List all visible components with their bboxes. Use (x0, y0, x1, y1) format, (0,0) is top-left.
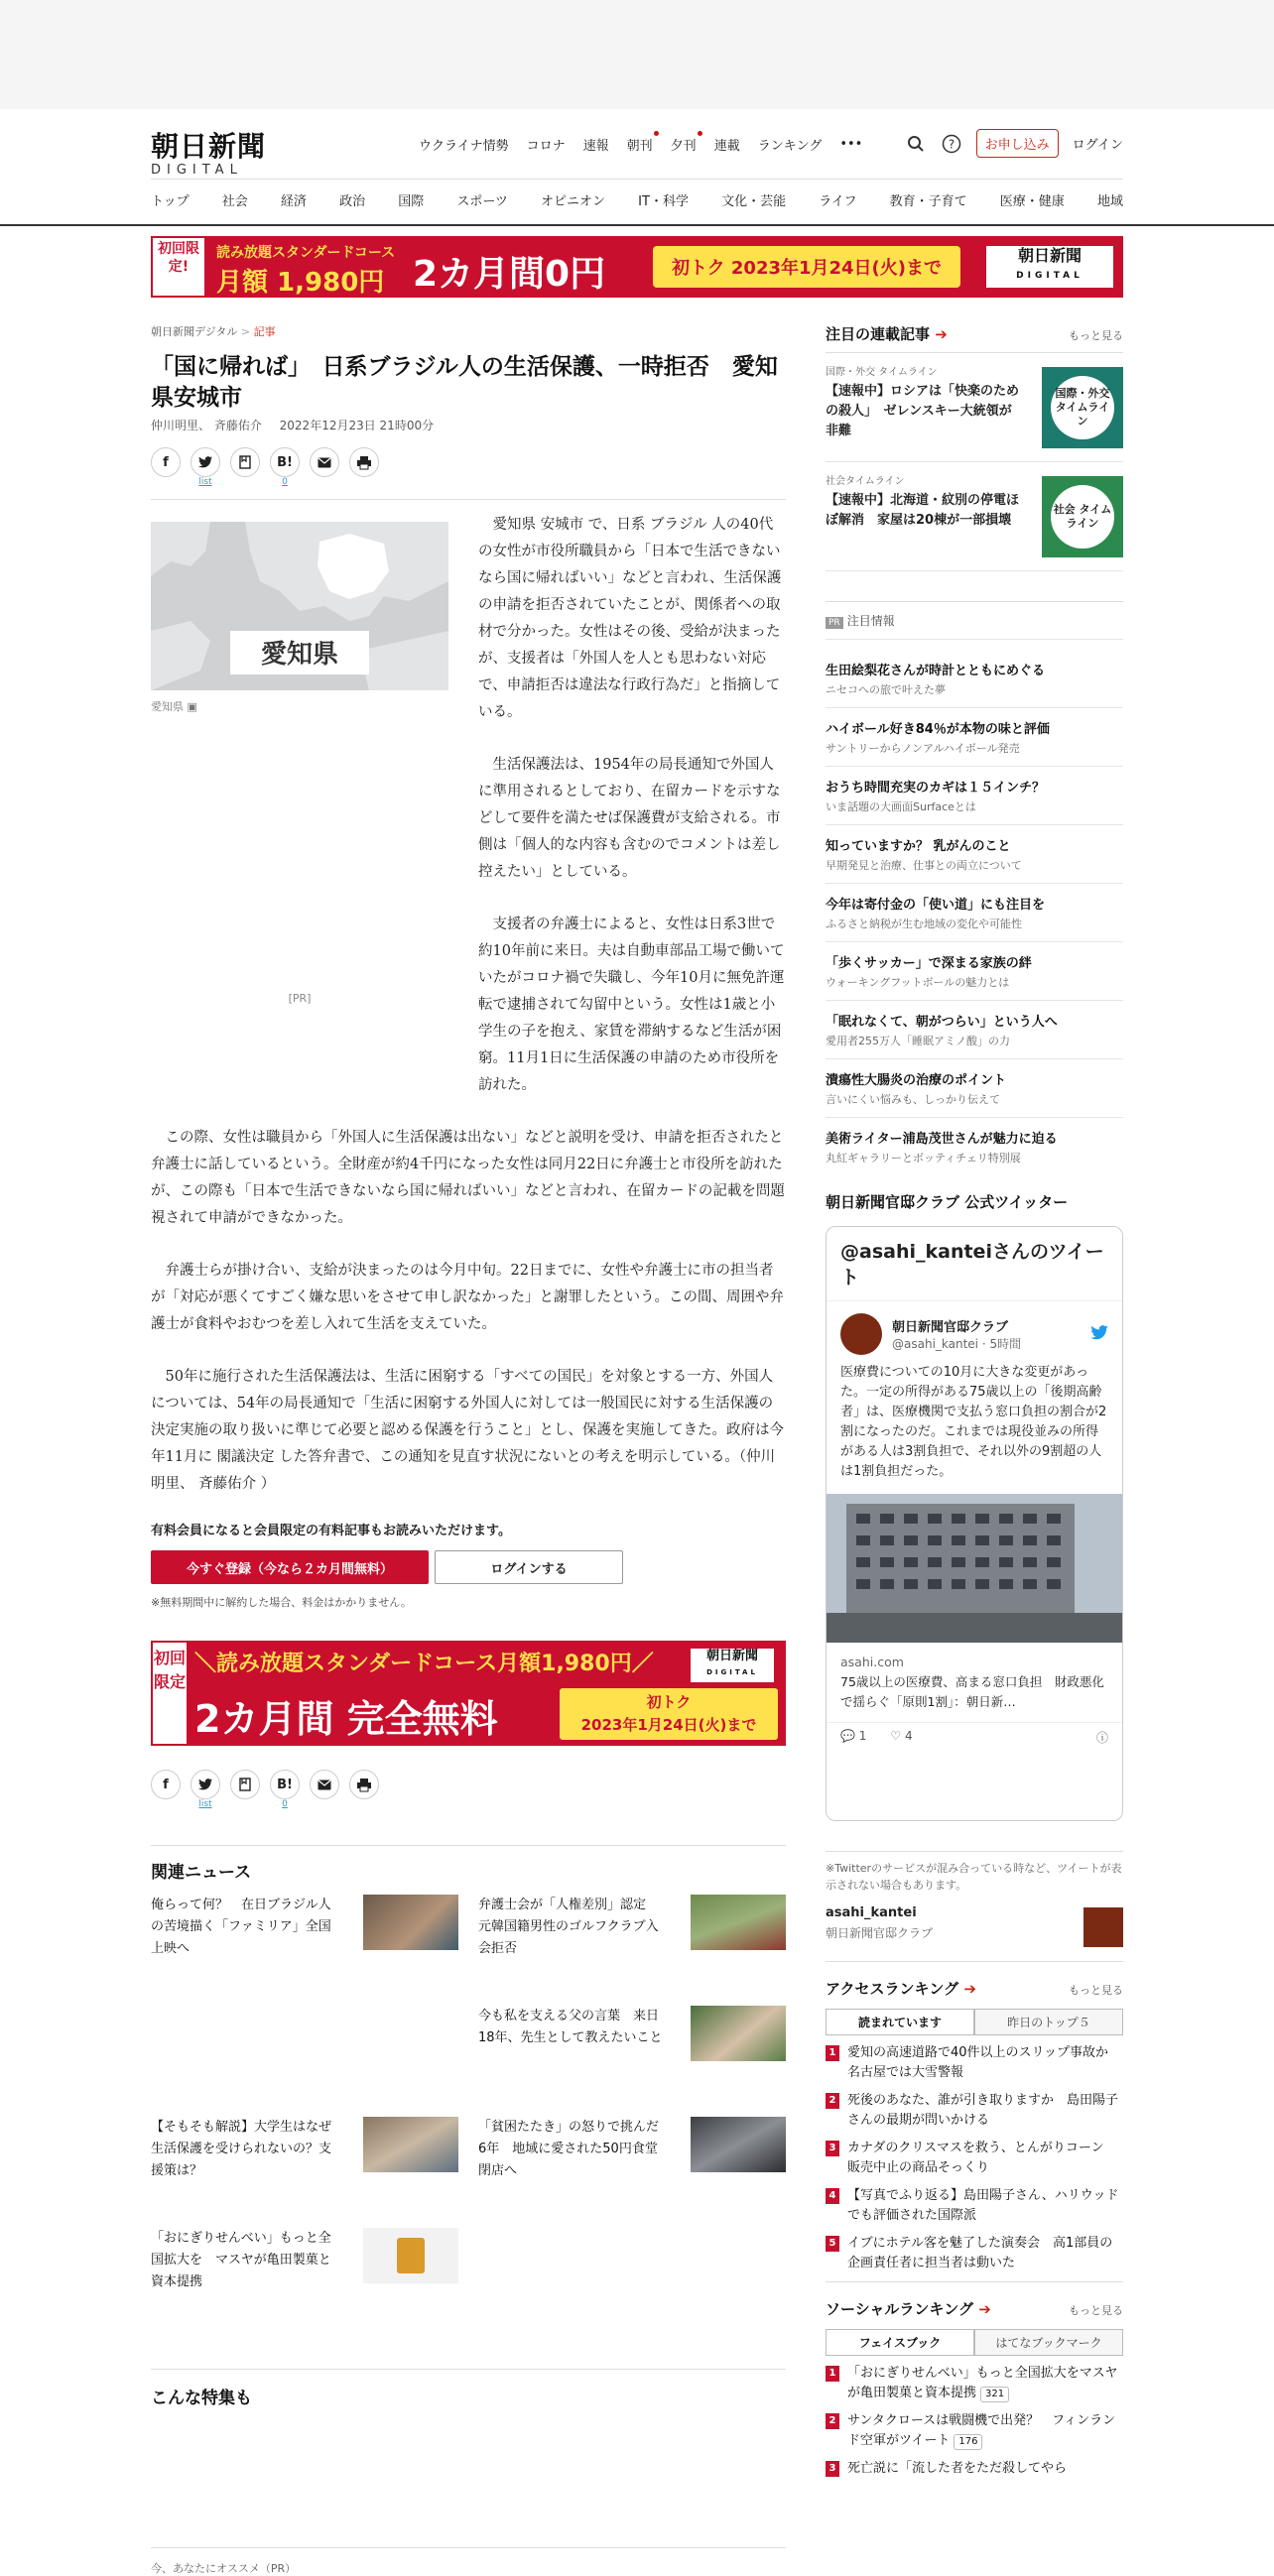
top-ad-space (0, 0, 1274, 109)
paragraph-6: 50年に施行された生活保護法は、生活に困窮する「すべての国民」を対象とする一方、外国人については、54年の局長通知で「生活に困窮する外国人に対しては一般国民に対する生活保護の決定実施の取り扱いに準じて必要と認める保護を行うこと」とし、保護を実施してきた。政府は今年11月に 閣議決定 した答弁書で、この通知を見直す状況にないとの考えを明示している。（仲川明里、 斉藤佑介 ） (151, 1369, 784, 1492)
cat-top[interactable]: トップ (151, 194, 190, 209)
search-icon[interactable] (905, 133, 927, 155)
tweet-link-card[interactable] (827, 1643, 1122, 1722)
account-name: 朝日新聞官邸クラブ (826, 1926, 934, 1940)
access-ranking-header: アクセスランキング ➔ もっと見る (826, 1980, 1123, 1998)
hatena-icon[interactable]: B! (270, 1770, 300, 1799)
register-button[interactable]: 今すぐ登録（今なら２カ月間無料） (151, 1550, 429, 1584)
pr-label: [PR] (288, 992, 312, 1005)
banner2-deal: 初トク 2023年1月24日(火)まで (560, 1688, 778, 1740)
twitter-count[interactable]: list (198, 1799, 212, 1809)
serial-item[interactable]: 国際・外交 タイムライン 【速報中】ロシアは「快楽のための殺人」 ゼレンスキー大統領が非難 国際・外交 タイムライン (826, 353, 1123, 462)
avatar[interactable] (840, 1313, 882, 1355)
serials-title: 注目の連載記事 (826, 325, 931, 343)
access-ranking-list (826, 2043, 1123, 2273)
cat-society[interactable]: 社会 (221, 194, 248, 209)
banner-deal: 初トク 2023年1月24日(火)まで (653, 246, 960, 288)
breadcrumb-home[interactable]: 朝日新聞デジタル (151, 325, 238, 338)
banner2-tag: 初回限定 (153, 1643, 187, 1744)
ranking-item[interactable]: 1 愛知の高速道路で40件以上のスリップ事故か 名古屋では大雪警報 (826, 2043, 1123, 2083)
tab-yesterday-top5[interactable]: 昨日のトップ５ (974, 2009, 1123, 2034)
related-item[interactable]: 「貧困たたき」の怒りで挑んだ6年 地域に愛された50円食堂閉店へ (478, 2117, 786, 2186)
site-logo[interactable] (151, 125, 290, 178)
twitter-icon[interactable] (191, 447, 220, 477)
twitter-note: ※Twitterのサービスが混み合っている時など、ツイートが表示されない場合もあります。 (826, 1862, 1122, 1892)
map-label: 愛知県 (260, 640, 339, 670)
nav-corona[interactable]: コロナ (526, 139, 566, 154)
logo-text: 朝日新聞 (151, 130, 267, 163)
pr-list (826, 650, 1123, 1175)
hatena-icon[interactable]: B! (270, 447, 300, 477)
pr-title: 注目情報 (846, 614, 895, 628)
banner-offer: 2カ月間0円 (413, 254, 606, 295)
related-item[interactable]: 「おにぎりせんべい」もっと全国拡大を マスヤが亀田製菓と資本提携 (151, 2228, 458, 2297)
paywall-note: ※無料期間中に解約した場合、料金はかかりません。 (151, 1596, 412, 1609)
related-item[interactable]: 【そもそも解説】大学生はなぜ生活保護を受けられないの？支援策は？ (151, 2117, 458, 2186)
more-menu-button[interactable]: ••• (839, 137, 863, 152)
like-icon[interactable]: ♡ 4 (890, 1729, 913, 1743)
paragraph-5: 弁護士らが掛け合い、支給が決まったのは今月中旬。22日までに、女性や弁護士に市の担当者が「対応が悪くてすごく嫌な思いをさせて申し訳なかった」と謝罪したという。この間、周囲や弁護士が食料やおむつを差し入れて生活を支えていた。 (151, 1263, 784, 1332)
nav-morning[interactable]: 朝刊 (627, 135, 653, 154)
related-item[interactable]: 弁護士会が「人権差別」認定 元韓国籍男性のゴルフクラブ入会拒否 (478, 1895, 786, 1964)
arrow-right-icon: ➔ (963, 1980, 976, 1998)
map-image[interactable] (151, 522, 448, 690)
social-ranking-list (826, 2364, 1123, 2479)
nav-ukraine[interactable]: ウクライナ情勢 (419, 139, 509, 154)
tab-facebook[interactable]: フェイスブック (826, 2329, 974, 2355)
article-title: 「国に帰れば」 日系ブラジル人の生活保護、一時拒否 愛知県安城市 (151, 353, 778, 411)
breadcrumb-current[interactable]: 記事 (253, 325, 276, 338)
cat-international[interactable]: 国際 (398, 194, 425, 209)
facebook-icon[interactable]: f (151, 1770, 181, 1799)
ranking-item[interactable]: 4 【写真でふり返る】島田陽子さん、ハリウッドでも評価された国際派 (826, 2186, 1123, 2226)
arrow-right-icon: ➔ (978, 2300, 991, 2318)
cat-economy[interactable]: 経済 (280, 194, 307, 209)
cat-opinion[interactable]: オピニオン (541, 194, 606, 209)
tab-hatena[interactable]: はてなブックマーク (974, 2329, 1123, 2355)
pr-item[interactable]: 生田絵梨花さんが時計とともにめぐる ニセコへの旅で叶えた夢 (826, 650, 1123, 708)
share-bar-bottom (151, 1770, 379, 1809)
paywall-title: 有料会員になると会員限定の有料記事もお読みいただけます。 (151, 1524, 511, 1538)
paragraph-3: 支援者の弁護士によると、女性は日系3世で約10年前に来日。夫は自動車部品工場で働いていたがコロナ禍で失職し、今年10月に無免許運転で逮捕されて勾留中という。女性は1歳と小学生の子を抱え、家賃を滞納するなど生活が困窮。11月1日に生活保護の申請のため市役所を訪れた。 (478, 917, 785, 1093)
banner-tag: 初回限定! (153, 238, 204, 296)
paragraph-2: 生活保護法は、1954年の局長通知で外国人に準用されるとしており、在留カードを示すなどして要件を満たせば保護費が支給される。市側は「個人的な内容も含むのでコメントは差し控えたい」としている。 (478, 757, 781, 880)
serials-header (826, 323, 1123, 344)
banner2-logo: 朝日新聞 DIGITAL (691, 1649, 774, 1682)
banner-course: 読み放題スタンダードコース (216, 245, 396, 261)
cat-culture[interactable]: 文化・芸能 (721, 194, 787, 209)
print-icon[interactable] (349, 447, 379, 477)
serial-item[interactable]: 社会タイムライン 【速報中】北海道・紋別の停電ほぼ解消 家屋は20棟が一部損壊 社会 タイムライン (826, 462, 1123, 571)
related-thumb (363, 2117, 458, 2172)
mail-icon[interactable] (310, 1770, 339, 1799)
ranking-item[interactable]: 3 死亡説に「流した者をただ殺してやら (826, 2459, 1123, 2479)
figure-caption: 愛知県 ▣ (151, 700, 197, 713)
breadcrumb: 朝日新聞デジタル > 記事 (151, 325, 276, 338)
header-rule (0, 224, 1274, 226)
article-meta (151, 417, 786, 433)
nav-ranking[interactable]: ランキング (757, 139, 823, 154)
subscription-banner-bottom[interactable] (151, 1641, 786, 1746)
pr-item[interactable]: 「歩くサッカー」で深まる家族の絆 ウォーキングフットボールの魅力とは (826, 942, 1123, 1001)
share-bar-top (151, 447, 786, 487)
serial-thumb: 国際・外交 タイムライン (1042, 367, 1123, 448)
cat-health[interactable]: 医療・健康 (999, 194, 1065, 209)
cat-it-science[interactable]: IT・科学 (638, 194, 689, 209)
ranking-item[interactable]: 2 サンタクロースは戦闘機で出発？ フィンランド空軍がツイート 176 (826, 2411, 1123, 2451)
access-more-link[interactable]: もっと見る (1069, 1984, 1123, 1997)
tweet-handle[interactable]: @asahi_kantei · 5時間 (892, 1337, 1022, 1351)
sidebar (826, 323, 1123, 2487)
related-thumb (691, 1895, 786, 1950)
paragraph-4: この際、女性は職員から「外国人に生活保護は出ない」などと説明を受け、申請を拒否されたと弁護士に話しているという。全財産が約4千円になった女性は同月22日に弁護士と市役所を訪れたが、この際も「日本で生活できないなら国に帰ればいい」などと言われ、在留カードの記載を問題視されて申請ができなかった。 (151, 1130, 785, 1226)
tweet-image[interactable] (827, 1494, 1122, 1643)
hatena-count[interactable]: 0 (282, 1799, 288, 1809)
related-thumb (691, 2117, 786, 2172)
paragraph-1: 愛知県 安城市 で、日系 ブラジル 人の40代の女性が市役所職員から「日本で生活できないなら国に帰ればいい」などと言われ、生活保護 の申請を拒否されていたことが、関係者への取材で分かった。女性はその後、受給が決まったが、支援者は「外国人を人とも思わない対応で、申請拒否は違法な行政行為だ」と指摘している。 (478, 517, 782, 720)
twitter-count[interactable]: list (198, 477, 212, 487)
related-thumb (363, 2228, 458, 2283)
related-news-list (151, 1895, 786, 2351)
pr-item[interactable]: 知っていますか？ 乳がんのこと 早期発見と治療、仕事との両立について (826, 825, 1123, 884)
tweet-link-title: 75歳以上の医療費、高まる窓口負担 財政悪化で揺らぐ「原則1割」：朝日新… (840, 1674, 1104, 1709)
subscription-banner-top[interactable] (151, 236, 1123, 298)
twitter-embed[interactable] (826, 1226, 1123, 1821)
twitter-icon[interactable] (191, 1770, 220, 1799)
category-nav (151, 190, 1123, 209)
pr-item[interactable]: 潰瘍性大腸炎の治療のポイント 言いにくい悩みも、しっかり伝えて (826, 1059, 1123, 1118)
cat-politics[interactable]: 政治 (339, 194, 366, 209)
cat-sports[interactable]: スポーツ (456, 194, 508, 209)
account-handle[interactable]: asahi_kantei (826, 1905, 917, 1920)
paywall-login-button[interactable]: ログインする (435, 1550, 623, 1584)
banner2-line1: ＼読み放題スタンダードコース月額1,980円／ (194, 1652, 654, 1676)
facebook-icon[interactable]: f (151, 447, 181, 477)
twitter-header: 朝日新聞官邸クラブ 公式ツイッター (826, 1193, 1069, 1211)
serial-thumb: 社会 タイムライン (1042, 476, 1123, 557)
ranking-item[interactable]: 5 イブにホテル客を魅了した演奏会 高1部員の企画責任者に担当者は動いた (826, 2234, 1123, 2273)
cat-region[interactable]: 地域 (1096, 194, 1123, 209)
twitter-account[interactable] (826, 1905, 1123, 1957)
twitter-bird-icon[interactable] (1090, 1325, 1108, 1344)
banner-logo: 朝日新聞 DIGITAL (986, 246, 1113, 288)
pr-item[interactable]: ハイボール好き84％が本物の味と評価 サントリーからノンアルハイボール発売 (826, 708, 1123, 767)
nav-evening[interactable]: 夕刊 (671, 135, 697, 154)
banner2-line2: 2カ月間 完全無料 (194, 1697, 498, 1741)
tab-most-read[interactable]: 読まれています (826, 2009, 974, 2034)
reply-icon[interactable]: 💬 1 (840, 1729, 867, 1743)
ranking-item[interactable]: 2 死後のあなた、誰が引き取りますか 島田陽子さんの最期が問いかける (826, 2091, 1123, 2131)
article-main (151, 323, 786, 2575)
nav-breaking[interactable]: 速報 (582, 139, 609, 154)
top-nav (419, 135, 880, 154)
cat-life[interactable]: ライフ (819, 194, 857, 209)
site-header (151, 109, 1123, 226)
related-thumb (363, 1895, 458, 1950)
serials-more-link[interactable]: もっと見る (1069, 329, 1123, 342)
svg-text:?: ? (948, 137, 955, 151)
pr-badge: PR (826, 617, 843, 629)
bookmark-icon[interactable] (230, 1770, 260, 1799)
help-icon[interactable] (941, 133, 962, 155)
image-icon: ▣ (187, 700, 197, 713)
tweet-actions (827, 1722, 1122, 1752)
recommend-label: 今、あなたにオススメ（PR） (151, 2562, 297, 2575)
info-icon[interactable]: ⓘ (1095, 1731, 1108, 1745)
avatar[interactable] (1083, 1907, 1123, 1947)
pr-item[interactable]: 「眠れなくて、朝がつらい」という人へ 愛用者255万人「睡眠アミノ酸」の力 (826, 1001, 1123, 1059)
pr-item[interactable]: 美術ライター浦島茂世さんが魅力に迫る 丸紅ギャラリーとボッティチェリ特別展 (826, 1132, 1058, 1165)
tweet-heading: @asahi_kanteiさんのツイート (827, 1227, 1122, 1301)
ranking-item[interactable]: 1 「おにぎりせんべい」もっと全国拡大をマスヤが亀田製菓と資本提携 321 (826, 2364, 1123, 2403)
related-item[interactable]: 俺らって何？ 在日ブラジル人の苦境描く「ファミリア」全国上映へ (151, 1895, 458, 1964)
login-link[interactable]: ログイン (1072, 138, 1123, 153)
apply-button[interactable]: お申し込み (976, 129, 1059, 158)
pr-item[interactable]: 今年は寄付金の「使い道」にも注目を ふるさと納税が生む地域の変化や可能性 (826, 884, 1123, 942)
related-thumb (691, 2006, 786, 2061)
tweet-author[interactable]: 朝日新聞官邸クラブ (892, 1320, 1009, 1335)
tweet-link-domain: asahi.com (840, 1655, 904, 1669)
paywall (151, 1520, 786, 1610)
social-ranking-header: ソーシャルランキング ➔ もっと見る (826, 2300, 1123, 2318)
arrow-right-icon: ➔ (935, 325, 948, 343)
bookmark-icon[interactable] (230, 447, 260, 477)
print-icon[interactable] (349, 1770, 379, 1799)
related-item[interactable]: 今も私を支える父の言葉 来日18年、先生として教えたいこと (478, 2006, 786, 2075)
mail-icon[interactable] (310, 447, 339, 477)
ranking-item[interactable]: 3 カナダのクリスマスを救う、とんがりコーン 販売中止の商品そっくり (826, 2139, 1123, 2178)
article-date: 2022年12月23日 21時00分 (279, 419, 435, 432)
features-title: こんな特集も (151, 2389, 252, 2408)
article-authors[interactable]: 仲川明里、 斉藤佑介 (151, 419, 262, 432)
cat-education[interactable]: 教育・子育て (889, 194, 967, 209)
logo-sub: DIGITAL (151, 163, 243, 178)
header-divider (151, 179, 1123, 180)
banner-price: 月額 1,980円 (216, 268, 385, 298)
pr-item[interactable]: おうち時間充実のカギは１５インチ？ いま話題の大画面Surfaceとは (826, 767, 1123, 825)
pr-header (826, 612, 1123, 640)
nav-serials[interactable]: 連載 (713, 139, 740, 154)
social-more-link[interactable]: もっと見る (1069, 2304, 1123, 2317)
related-news-title: 関連ニュース (151, 1863, 252, 1883)
tweet-text: 医療費についての10月に大きな変更があった。一定の所得がある75歳以上の「後期高齢者」は、医療機関で支払う窓口負担の割合が2割になったのだ。これまでは現役並みの所得がある人は3割負担で、それ以外の9割超の人は1割負担だった。 (840, 1365, 1107, 1479)
hatena-count[interactable]: 0 (282, 477, 288, 487)
